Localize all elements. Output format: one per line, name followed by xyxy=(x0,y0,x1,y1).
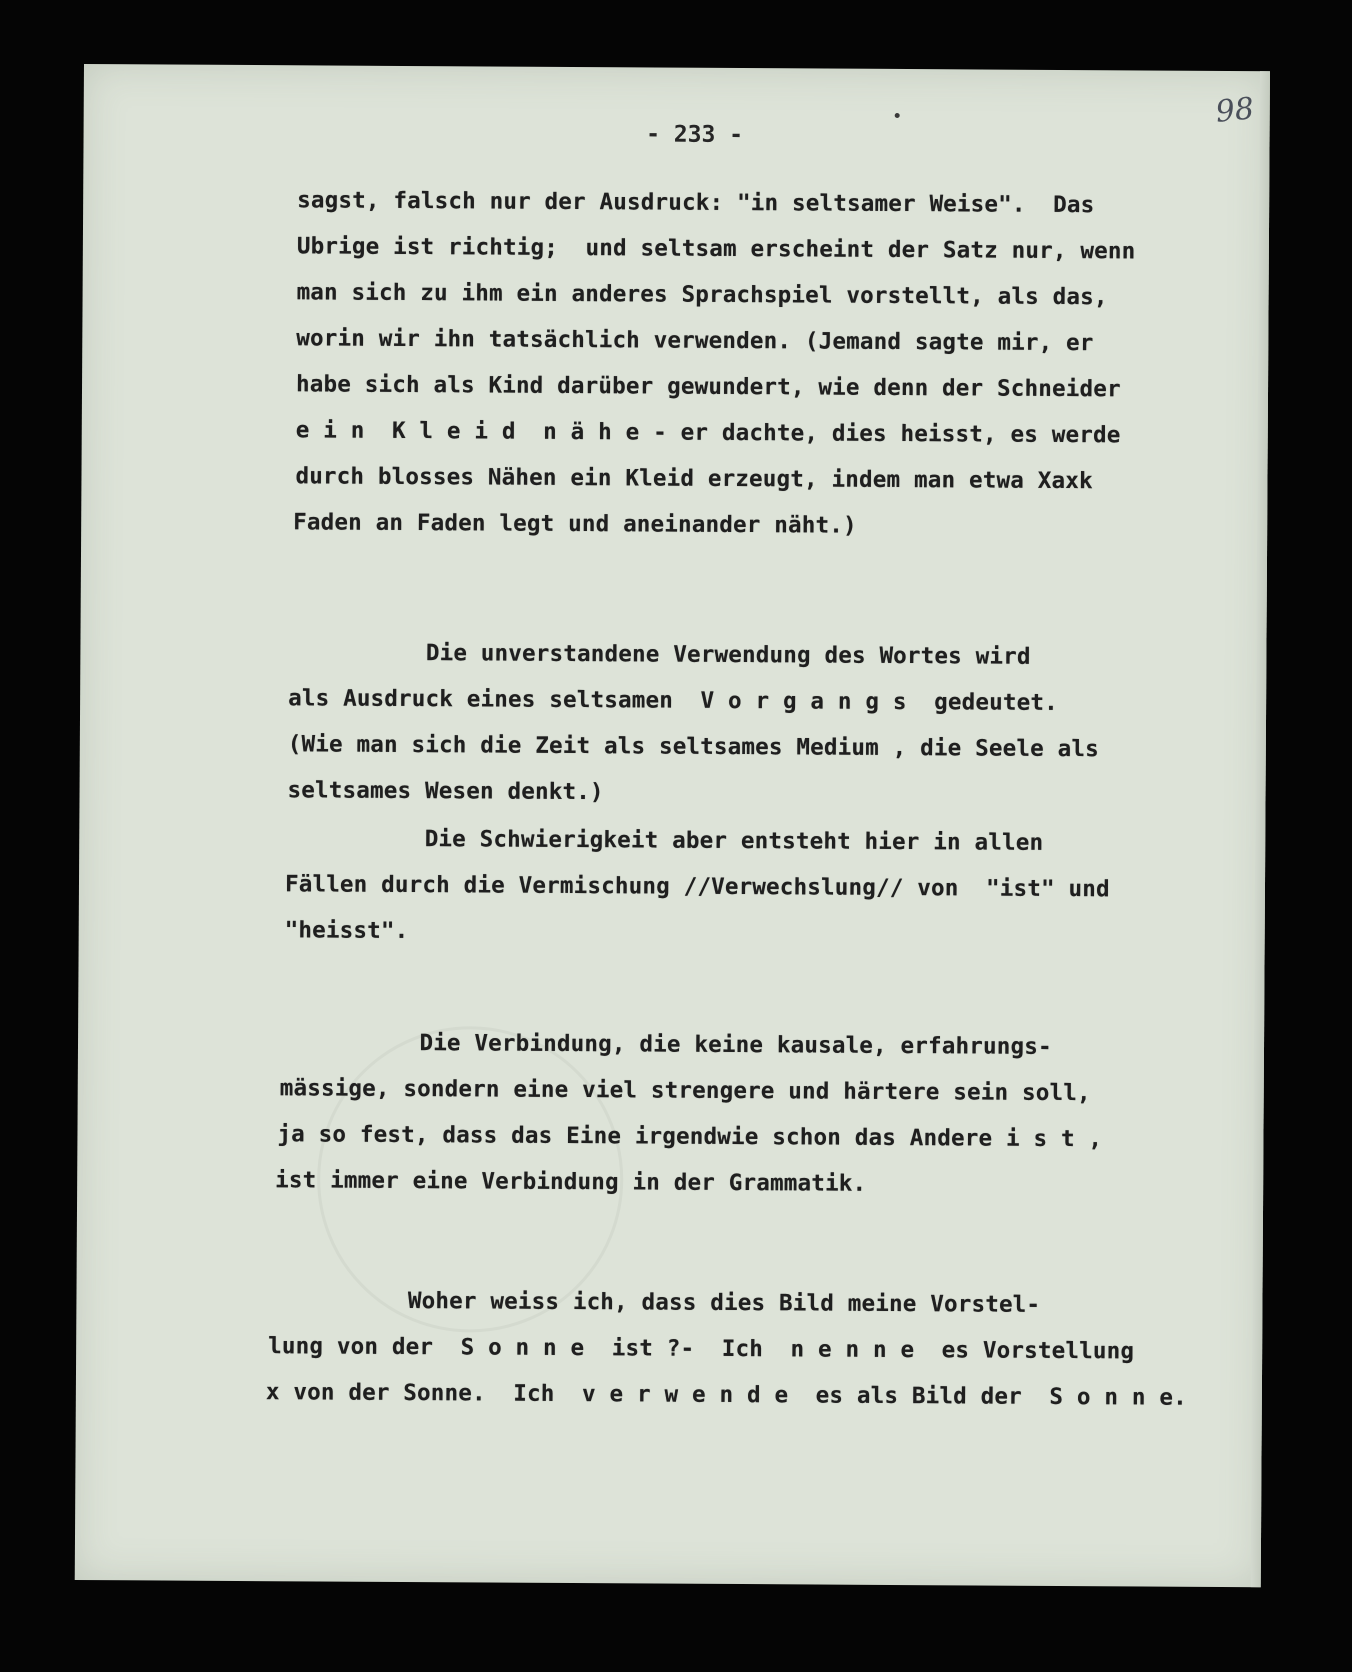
text-line: Faden an Faden legt und aneinander näht.) xyxy=(293,509,857,539)
text-line: habe sich als Kind darüber gewundert, wie denn der Schneider xyxy=(295,371,1121,403)
text-line: worin wir ihn tatsächlich verwenden. (Jemand sagte mir, er xyxy=(296,325,1094,357)
text-line: als Ausdruck eines seltsamen V o r g a n g s gedeutet. xyxy=(288,685,1058,716)
text-line: lung von der S o n n e ist ?- Ich n e n n e es Vorstellung xyxy=(268,1333,1135,1365)
text-line: Die Verbindung, die keine kausale, erfahrungs- xyxy=(281,1029,1052,1060)
page-edge xyxy=(1251,71,1270,1587)
text-line: seltsames Wesen denkt.) xyxy=(287,777,604,806)
ink-dot xyxy=(895,113,900,118)
text-line: Fällen durch die Vermischung //Verwechslung// von "ist" und xyxy=(284,871,1110,903)
text-line: e i n K l e i d n ä h e - er dachte, dies heisst, es werde xyxy=(295,417,1121,449)
text-line: x von der Sonne. Ich v e r w e n d e es als Bild der S o n n e. xyxy=(265,1379,1187,1411)
text-line: "heisst". xyxy=(284,917,409,944)
text-line: Woher weiss ich, dass dies Bild meine Vorstel- xyxy=(270,1287,1041,1318)
typewritten-page xyxy=(75,64,1270,1587)
text-line: Die Schwierigkeit aber entsteht hier in allen xyxy=(287,825,1044,856)
text-line: durch blosses Nähen ein Kleid erzeugt, indem man etwa Xaxk xyxy=(295,463,1093,495)
text-line: mässige, sondern eine viel strengere und härtere sein soll, xyxy=(279,1075,1091,1107)
text-line: man sich zu ihm ein anderes Sprachspiel vorstellt, als das, xyxy=(296,279,1108,311)
text-line: Die unverstandene Verwendung des Wortes wird xyxy=(288,639,1031,670)
page-number: - 233 - xyxy=(646,121,744,149)
text-line: ist immer eine Verbindung in der Grammatik. xyxy=(275,1167,867,1197)
text-line: ja so fest, dass das Eine irgendwie schon das Andere i s t , xyxy=(277,1121,1103,1153)
text-line: sagst, falsch nur der Ausdruck: "in seltsamer Weise". Das xyxy=(297,187,1095,219)
text-line: Ubrige ist richtig; und seltsam erscheint der Satz nur, wenn xyxy=(296,233,1136,265)
text-line: (Wie man sich die Zeit als seltsames Medium , die Seele als xyxy=(287,731,1099,763)
handwritten-folio-number: 98 xyxy=(1214,91,1256,130)
